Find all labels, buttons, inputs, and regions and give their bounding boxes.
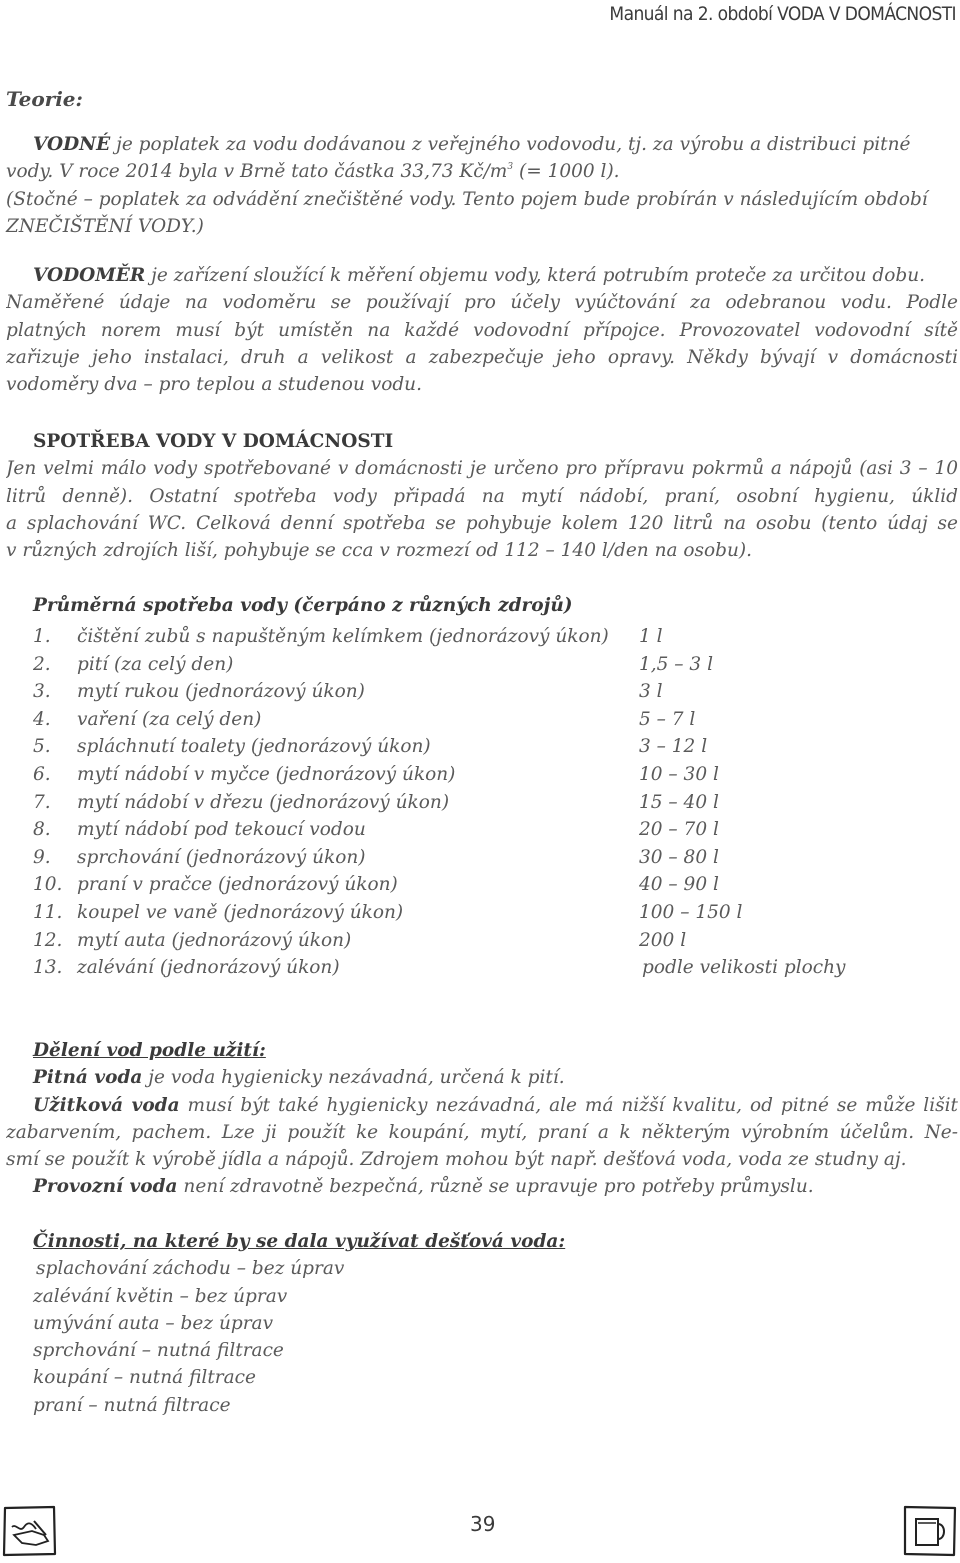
item-number: 4. bbox=[33, 708, 51, 730]
vodomer-term: VODOMĚR bbox=[33, 265, 146, 286]
list-item bbox=[33, 816, 933, 844]
item-value: 5 – 7 l bbox=[639, 708, 696, 730]
item-number: 3. bbox=[33, 681, 51, 703]
item-number: 1. bbox=[33, 626, 51, 647]
list-item bbox=[33, 789, 933, 817]
item-value: 30 – 80 l bbox=[639, 846, 719, 868]
item-value: 3 – 12 l bbox=[639, 736, 708, 758]
vodne-line-1-text: je poplatek za vodu dodávanou z veřejného vodovodu, tj. za výrobu a distribuci pitné bbox=[110, 134, 911, 155]
item-text: čištění zubů s napuštěným kelímkem (jednorázový úkon) bbox=[77, 626, 609, 647]
pitna-text: je voda hygienicky nezávadná, určená k pití. bbox=[142, 1067, 565, 1089]
list-item bbox=[33, 927, 933, 955]
list-item bbox=[33, 678, 933, 706]
item-value: 3 l bbox=[639, 681, 663, 703]
list-item bbox=[33, 899, 933, 927]
spotreba-line-4: v různých zdrojích liší, pohybuje se cca v rozmezí od 112 – 140 l/den na osobu). bbox=[6, 540, 753, 562]
spotreba-section bbox=[6, 428, 958, 564]
uzitkova-line-2: zabarvením, pachem. Lze ji použít ke koupání, mytí, praní a k některým výrobním účelům. Ne- bbox=[6, 1121, 958, 1143]
list-item: koupání – nutná filtrace bbox=[33, 1367, 256, 1389]
uzitkova-text-1: musí být také hygienicky nezávadná, ale má nižší kvalitu, od pitné se může lišit bbox=[179, 1094, 958, 1116]
list-item bbox=[33, 954, 933, 982]
list-item bbox=[33, 706, 933, 734]
list-item: zalévání květin – bez úprav bbox=[33, 1285, 288, 1307]
item-text: mytí auta (jednorázový úkon) bbox=[77, 929, 352, 951]
vodne-line-1 bbox=[6, 131, 958, 158]
item-text: zalévání (jednorázový úkon) bbox=[77, 957, 340, 979]
vodne-line-2-end: (= 1000 l). bbox=[513, 161, 620, 183]
deleni-section bbox=[6, 1037, 958, 1201]
hand-writing-icon bbox=[2, 1505, 58, 1557]
item-number: 12. bbox=[33, 929, 63, 951]
item-value: 15 – 40 l bbox=[639, 791, 719, 813]
item-number: 7. bbox=[33, 791, 51, 813]
item-value: 40 – 90 l bbox=[639, 874, 719, 896]
consumption-list bbox=[33, 623, 933, 982]
list-item: praní – nutná filtrace bbox=[33, 1394, 231, 1416]
item-value: 1,5 – 3 l bbox=[639, 653, 713, 675]
vodomer-line-3: platných norem musí být umístěn na každé vodovodní přípojce. Provozovatel vodovodní sítě bbox=[6, 319, 958, 341]
vodne-paragraph bbox=[6, 131, 958, 240]
list-item: splachování záchodu – bez úprav bbox=[36, 1258, 345, 1280]
item-text: vaření (za celý den) bbox=[77, 708, 262, 730]
list-item bbox=[33, 871, 933, 899]
item-value: 20 – 70 l bbox=[639, 819, 719, 841]
prumerna-heading: Průměrná spotřeba vody (čerpáno z různých zdrojů) bbox=[33, 595, 573, 616]
list-item bbox=[33, 844, 933, 872]
vodomer-line-4: zařizuje jeho instalaci, druh a velikost a zabezpečuje jeho opravy. Někdy bývají v domácnosti bbox=[6, 346, 958, 368]
item-number: 9. bbox=[33, 846, 51, 868]
item-number: 6. bbox=[33, 763, 51, 785]
item-text: koupel ve vaně (jednorázový úkon) bbox=[77, 901, 404, 923]
pitna-term: Pitná voda bbox=[33, 1067, 143, 1089]
item-number: 11. bbox=[33, 901, 63, 923]
item-value: 10 – 30 l bbox=[639, 763, 719, 785]
uzitkova-line-1 bbox=[6, 1092, 958, 1119]
spotreba-line-3: a splachování WC. Celková denní spotřeba se pohybuje kolem 120 litrů na osobu (tento údaj se bbox=[6, 512, 958, 534]
spotreba-line-2: litrů denně). Ostatní spotřeba vody připadá na mytí nádobí, praní, osobní hygienu, úklid bbox=[6, 485, 958, 507]
item-text: pití (za celý den) bbox=[77, 653, 234, 675]
vodomer-line-5: vodoměry dva – pro teplou a studenou vodu. bbox=[6, 374, 422, 396]
spotreba-line-1: Jen velmi málo vody spotřebované v domácnosti je určeno pro přípravu pokrmů a nápojů (asi 3 – 10 bbox=[6, 458, 958, 480]
pitna-line bbox=[6, 1064, 958, 1091]
list-item: sprchování – nutná filtrace bbox=[33, 1340, 284, 1362]
item-text: mytí nádobí v dřezu (jednorázový úkon) bbox=[77, 791, 450, 813]
deleni-heading: Dělení vod podle užití: bbox=[33, 1040, 266, 1061]
item-value: podle velikosti plochy bbox=[642, 957, 846, 979]
page-number: 39 bbox=[470, 1512, 496, 1536]
list-item bbox=[33, 623, 933, 651]
item-value: 200 l bbox=[639, 929, 687, 951]
item-number: 8. bbox=[33, 819, 51, 841]
list-item bbox=[33, 761, 933, 789]
provozni-term: Provozní voda bbox=[33, 1176, 178, 1198]
vodne-line-4: ZNEČIŠTĚNÍ VODY.) bbox=[6, 215, 204, 237]
list-item bbox=[33, 733, 933, 761]
cinnosti-section bbox=[6, 1228, 958, 1419]
cinnosti-heading: Činnosti, na které by se dala využívat dešťová voda: bbox=[33, 1231, 566, 1252]
item-value: 100 – 150 l bbox=[639, 901, 743, 923]
item-text: mytí nádobí pod tekoucí vodou bbox=[77, 819, 366, 841]
item-text: praní v pračce (jednorázový úkon) bbox=[77, 874, 398, 896]
uzitkova-term: Užitková voda bbox=[33, 1094, 180, 1116]
vodomer-paragraph bbox=[6, 262, 958, 398]
uzitkova-line-3: smí se použít k výrobě jídla a nápojů. Zdrojem mohou být např. dešťová voda, voda ze studny aj. bbox=[6, 1149, 907, 1171]
cubic-superscript: 3 bbox=[507, 162, 514, 173]
item-number: 13. bbox=[33, 957, 63, 979]
vodomer-line-1 bbox=[6, 262, 958, 289]
spotreba-heading: SPOTŘEBA VODY V DOMÁCNOSTI bbox=[33, 431, 394, 452]
item-text: mytí nádobí v myčce (jednorázový úkon) bbox=[77, 763, 456, 785]
list-item bbox=[33, 651, 933, 679]
vodne-line-2-text: vody. V roce 2014 byla v Brně tato částka 33,73 Kč/m bbox=[6, 161, 508, 183]
section-label-teorie: Teorie: bbox=[6, 87, 83, 111]
vodne-line-2 bbox=[6, 158, 958, 185]
item-text: sprchování (jednorázový úkon) bbox=[77, 846, 366, 868]
vodomer-line-1-text: je zařízení sloužící k měření objemu vody, která potrubím proteče za určitou dobu. bbox=[145, 265, 925, 286]
item-number: 5. bbox=[33, 736, 51, 758]
vodne-term: VODNÉ bbox=[33, 134, 111, 155]
running-header: Manuál na 2. období VODA V DOMÁCNOSTI bbox=[609, 3, 956, 25]
provozni-line bbox=[6, 1173, 958, 1200]
mug-icon bbox=[902, 1505, 958, 1557]
item-number: 2. bbox=[33, 653, 51, 675]
vodne-line-3: (Stočné – poplatek za odvádění znečištěné vody. Tento pojem bude probírán v následujícím období bbox=[6, 188, 928, 210]
provozni-text: není zdravotně bezpečná, různě se upravuje pro potřeby průmyslu. bbox=[177, 1176, 814, 1198]
list-item: umývání auta – bez úprav bbox=[33, 1312, 274, 1334]
item-value: 1 l bbox=[639, 626, 663, 647]
vodomer-line-2: Naměřené údaje na vodoměru se používají pro účely vyúčtování za odebranou vodu. Podle bbox=[6, 292, 958, 314]
item-text: spláchnutí toalety (jednorázový úkon) bbox=[77, 736, 431, 758]
item-number: 10. bbox=[33, 874, 63, 896]
item-text: mytí rukou (jednorázový úkon) bbox=[77, 681, 365, 703]
